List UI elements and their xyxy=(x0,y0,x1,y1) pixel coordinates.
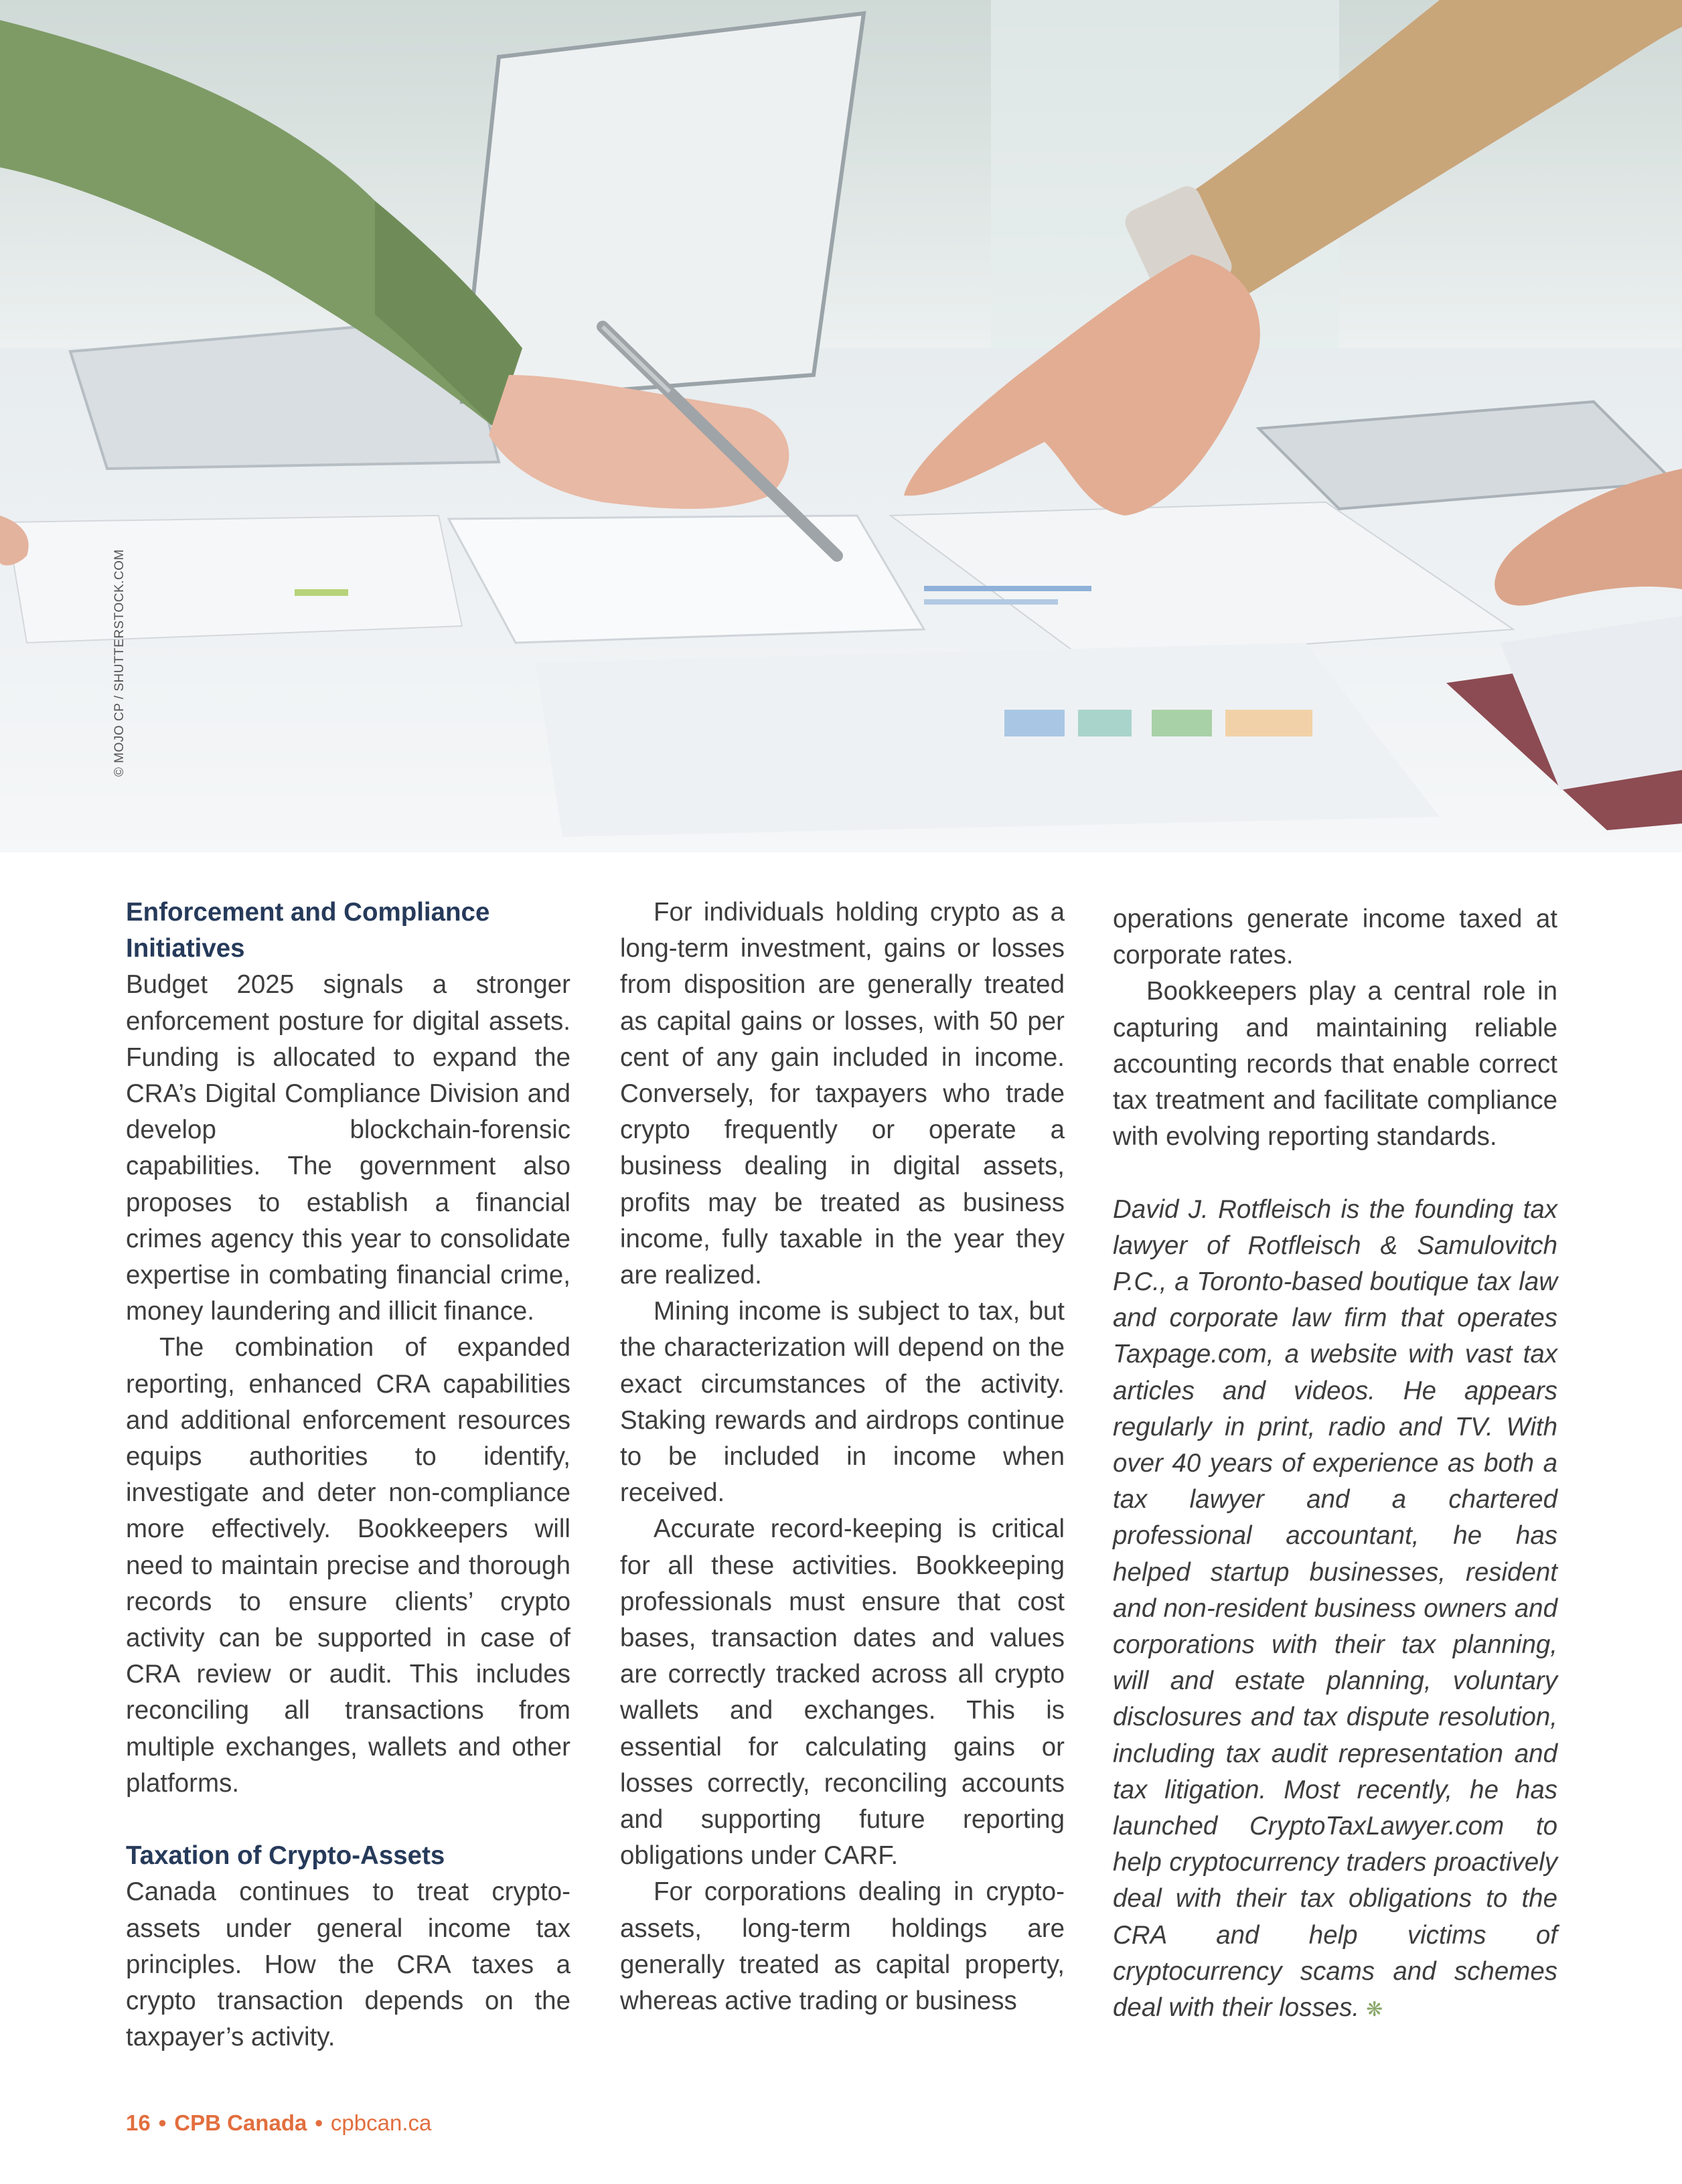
footer-separator: • xyxy=(315,2110,323,2135)
paragraph: Budget 2025 signals a stronger enforcement posture for digital assets. Funding is allocated to expand the CRA’s Digital Compliance Division and develop blockchain-forensic capabilities. The government also proposes to establish a financial crimes agency this year to consolidate expertise in combating financial crime, money laundering and illicit finance. xyxy=(126,970,570,1326)
article-column-2 xyxy=(620,894,1065,2019)
end-of-article-icon: ❋ xyxy=(1366,1999,1383,2021)
paragraph: operations generate income taxed at corporate rates. xyxy=(1113,905,1557,970)
spacer xyxy=(126,1802,570,1838)
section-heading-taxation: Taxation of Crypto-Assets xyxy=(126,1841,445,1871)
paragraph: Mining income is subject to tax, but the characterization will depend on the exact circumstances of the activity. Staking rewards and airdrops continue to be included in income when received. xyxy=(620,1297,1065,1508)
author-bio xyxy=(1113,1192,1557,2029)
paragraph: For individuals holding crypto as a long-term investment, gains or losses from disposition are generally treated as capital gains or losses, with 50 per cent of any gain included in income. Conversely, for taxpayers who trade crypto frequently or operate a business dealing in digital assets, profits may be treated as business income, fully taxable in the year they are realized. xyxy=(620,898,1065,1290)
paragraph: Bookkeepers play a central role in capturing and maintaining reliable accounting records that enable correct tax treatment and facilitate compliance with evolving reporting standards. xyxy=(1113,977,1557,1152)
photo-credit: © MOJO CP / SHUTTERSTOCK.COM xyxy=(112,549,127,777)
article-photo xyxy=(0,0,1682,852)
spacer xyxy=(1113,1155,1557,1191)
footer-separator: • xyxy=(158,2110,167,2135)
website-link[interactable]: cpbcan.ca xyxy=(330,2110,432,2135)
paragraph: Accurate record-keeping is critical for all these activities. Bookkeeping professionals must ensure that cost bases, transaction dates and values are correctly tracked across all crypto wallets and exchanges. This is essential for calculating gains or losses correctly, reconciling accounts and supporting future reporting obligations under CARF. xyxy=(620,1514,1065,1871)
paragraph: For corporations dealing in crypto-assets, long-term holdings are generally treated as capital property, whereas active trading or business xyxy=(620,1877,1065,2016)
article-column-3 xyxy=(1113,901,1557,2028)
page-number: 16 xyxy=(126,2110,151,2135)
author-bio-text: David J. Rotfleisch is the founding tax lawyer of Rotfleisch & Samulovitch P.C., a Toronto-based boutique tax law and corporate law firm that operates Taxpage.com, a website with vast tax articles and videos. He appears regularly in print, radio and TV. With over 40 years of experience as both a tax lawyer and a chartered professional accountant, he has helped startup businesses, resident and non-resident business owners and corporations with their tax planning, will and estate planning, voluntary disclosures and tax dispute resolution, including tax audit representation and tax litigation. Most recently, he has launched CryptoTaxLawyer.com to help cryptocurrency traders proactively deal with their tax obligations to the CRA and help victims of cryptocurrency scams and schemes deal with their losses. xyxy=(1113,1194,1557,2023)
page-footer xyxy=(126,2110,431,2136)
paragraph: The combination of expanded reporting, enhanced CRA capabilities and additional enforcement resources equips authorities to identify, investigate and deter non-compliance more effectively. Bookkeepers will need to maintain precise and thorough records to ensure clients’ crypto activity can be supported in case of CRA review or audit. This includes reconciling all transactions from multiple exchanges, wallets and other platforms. xyxy=(126,1333,570,1798)
publication-name: CPB Canada xyxy=(174,2110,307,2135)
article-column-1 xyxy=(126,894,570,2055)
section-heading-enforcement: Enforcement and Compliance Initiatives xyxy=(126,898,490,963)
business-meeting-photo xyxy=(0,0,1682,852)
paragraph: Canada continues to treat crypto-assets under general income tax principles. How the CRA taxes a crypto transaction depends on the taxpayer’s activity. xyxy=(126,1877,570,2052)
